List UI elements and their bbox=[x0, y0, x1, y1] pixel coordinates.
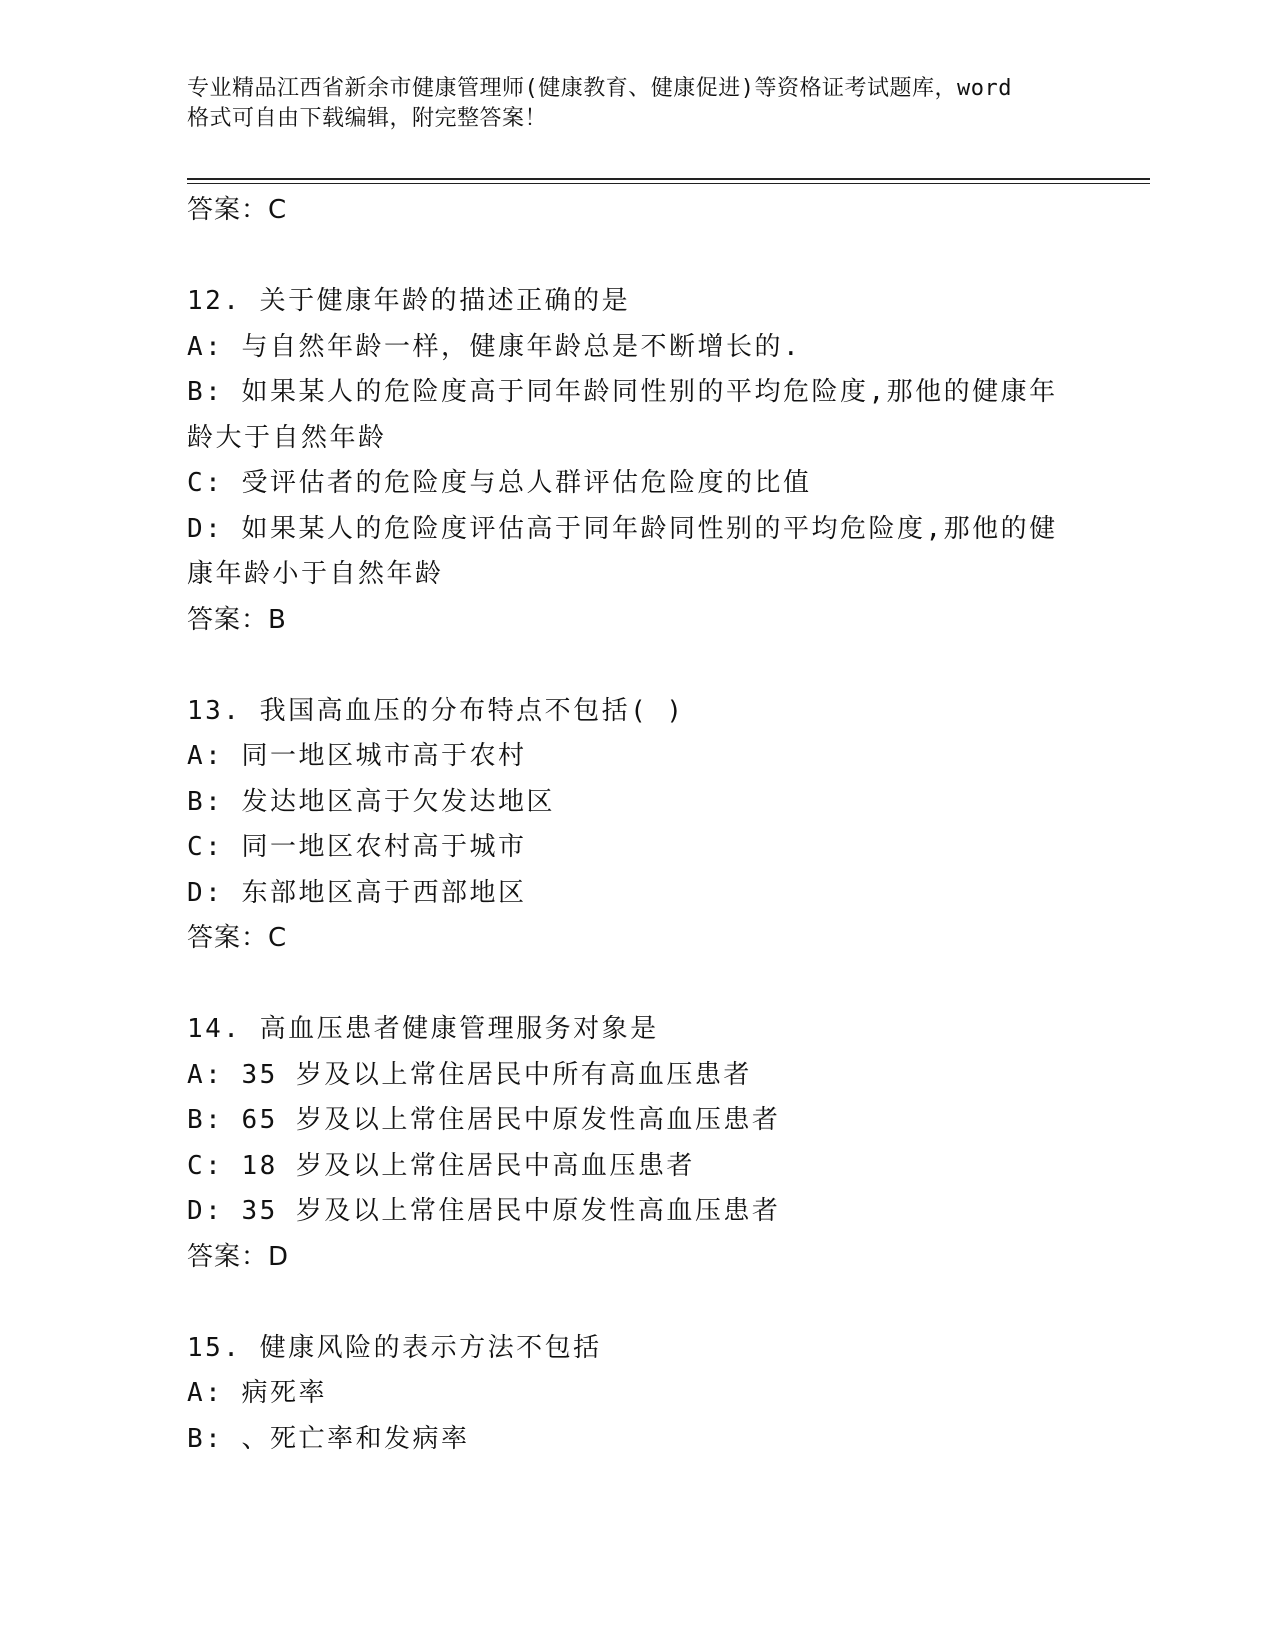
question-list bbox=[187, 188, 1087, 1462]
header-rule-thin bbox=[187, 183, 1150, 184]
option-line: C: 同一地区农村高于城市 bbox=[187, 832, 527, 862]
option-line: A: 与自然年龄一样，健康年龄总是不断增长的. bbox=[187, 331, 802, 362]
question-stem: 13. 我国高血压的分布特点不包括( ) bbox=[187, 695, 685, 726]
question-stem: 15. 健康风险的表示方法不包括 bbox=[187, 1332, 602, 1363]
option-line: A: 35 岁及以上常住居民中所有高血压患者 bbox=[187, 1059, 752, 1090]
option-line: B: 发达地区高于欠发达地区 bbox=[187, 786, 555, 817]
spacer bbox=[187, 234, 1087, 280]
option-line: D: 东部地区高于西部地区 bbox=[187, 877, 527, 908]
option-line: D: 如果某人的危险度评估高于同年龄同性别的平均危险度,那他的健 bbox=[187, 513, 1058, 544]
page-header bbox=[187, 74, 1087, 134]
option-line: C: 18 岁及以上常住居民中高血压患者 bbox=[187, 1150, 695, 1181]
header-line-1: 专业精品江西省新余市健康管理师(健康教育、健康促进)等资格证考试题库，word bbox=[187, 76, 1012, 101]
option-line: 康年龄小于自然年龄 bbox=[187, 559, 444, 589]
option-line: A: 病死率 bbox=[187, 1378, 327, 1408]
header-line-2: 格式可自由下载编辑，附完整答案！ bbox=[187, 106, 548, 131]
answer-line: 答案：C bbox=[187, 195, 288, 225]
option-line: B: 65 岁及以上常住居民中原发性高血压患者 bbox=[187, 1105, 781, 1135]
answer-line: 答案：D bbox=[187, 1241, 290, 1272]
option-line: D: 35 岁及以上常住居民中原发性高血压患者 bbox=[187, 1196, 781, 1226]
question-stem: 12. 关于健康年龄的描述正确的是 bbox=[187, 286, 631, 316]
answer-line: 答案：B bbox=[187, 604, 287, 635]
spacer bbox=[187, 1280, 1087, 1326]
option-line: B: 、死亡率和发病率 bbox=[187, 1423, 470, 1454]
spacer bbox=[187, 643, 1087, 689]
option-line: 龄大于自然年龄 bbox=[187, 422, 387, 453]
header-rule-thick bbox=[187, 178, 1150, 180]
option-line: C: 受评估者的危险度与总人群评估危险度的比值 bbox=[187, 468, 812, 498]
answer-line: 答案：C bbox=[187, 923, 288, 953]
spacer bbox=[187, 962, 1087, 1008]
option-line: A: 同一地区城市高于农村 bbox=[187, 741, 527, 771]
option-line: B: 如果某人的危险度高于同年龄同性别的平均危险度,那他的健康年 bbox=[187, 377, 1058, 407]
question-stem: 14. 高血压患者健康管理服务对象是 bbox=[187, 1014, 659, 1044]
